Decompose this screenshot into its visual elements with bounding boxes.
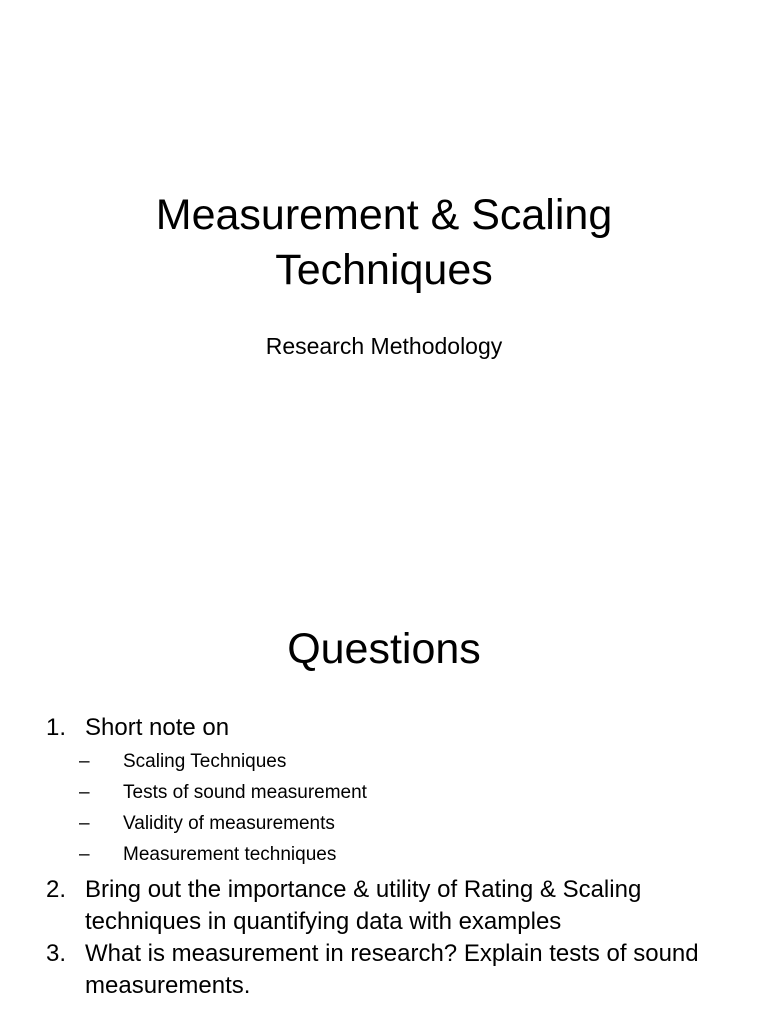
sub-topic-item [0,839,728,870]
sub-topic-text: Validity of measurements [123,813,335,834]
question-text: Bring out the importance & utility of Rating & Scaling techniques in quantifying data with examples [85,876,642,935]
slide-title-line-2: Techniques [275,246,493,294]
sub-topic-text: Tests of sound measurement [123,782,367,803]
question-item-3 [0,938,768,1002]
slide-title-line-1: Measurement & Scaling [155,191,613,239]
question-number: 1. [46,714,67,741]
question-number: 3. [46,940,67,967]
question-item-1 [0,712,768,870]
question-item-2 [0,874,768,938]
sub-topic-item [0,777,728,808]
question-number: 2. [46,876,67,903]
dash-bullet: – [79,782,90,803]
questions-list [0,712,768,1002]
dash-bullet: – [79,844,90,865]
sub-topic-list [0,746,728,870]
dash-bullet: – [79,813,90,834]
question-text: What is measurement in research? Explain tests of sound measurements. [85,940,699,999]
questions-title: Questions [287,625,481,673]
sub-topic-text: Measurement techniques [123,844,337,865]
sub-topic-item [0,746,728,777]
question-text: Short note on [85,714,230,741]
questions-slide [0,512,768,1024]
slide-title [0,188,768,298]
sub-topic-item [0,808,728,839]
slide-subtitle: Research Methodology [265,333,503,359]
dash-bullet: – [79,751,90,772]
sub-topic-text: Scaling Techniques [123,751,287,772]
